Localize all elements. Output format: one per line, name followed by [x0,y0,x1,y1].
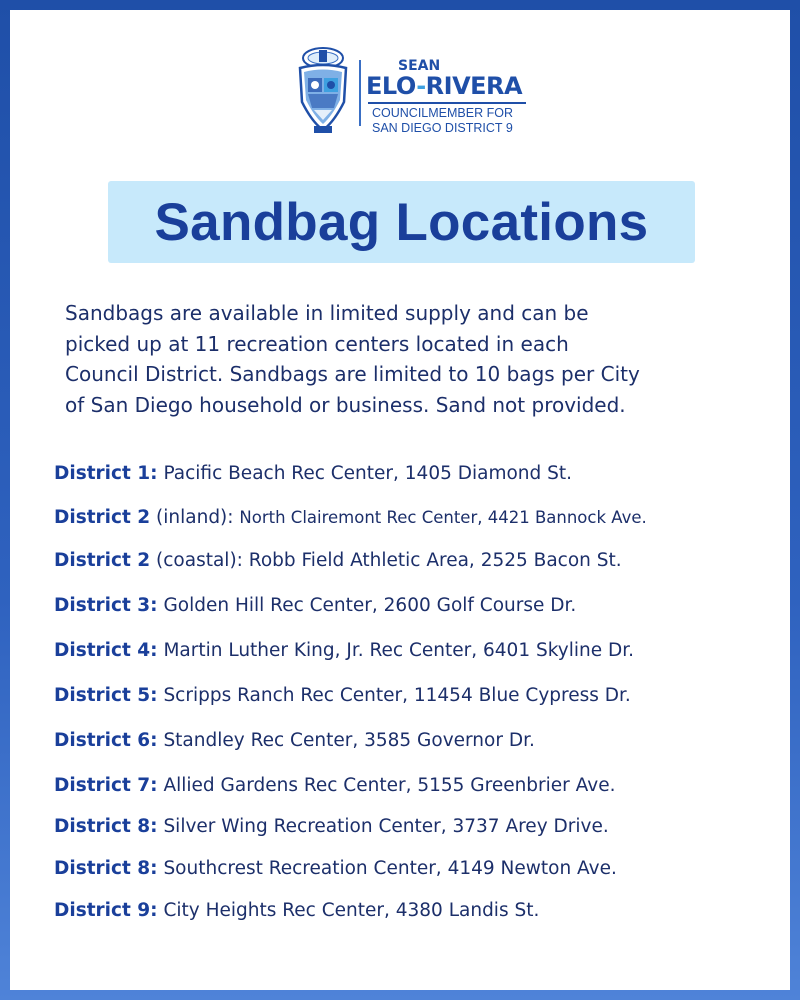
councilmember-last-name [366,72,522,100]
flyer-card [10,10,790,990]
location-item [54,507,784,528]
name-underline [368,102,526,104]
district-note: (coastal): [156,550,243,571]
location-item [54,858,784,879]
location-item [54,900,784,921]
councilmember-header [294,44,534,136]
location-site: Silver Wing Recreation Center, 3737 Arey Drive. [163,816,609,837]
district-label: District 2 [54,550,151,571]
councilmember-title [372,106,513,136]
district-label: District 9: [54,900,158,921]
intro-line-1: Sandbags are available in limited supply and can be [65,301,589,325]
district-label: District 8: [54,816,158,837]
district-label: District 1: [54,463,158,484]
location-item [54,816,784,837]
location-site: Allied Gardens Rec Center, 5155 Greenbrier Ave. [163,775,616,796]
district-label: District 4: [54,640,158,661]
district-label: District 5: [54,685,158,706]
title-line-2: SAN DIEGO DISTRICT 9 [372,121,513,135]
district-label: District 2 [54,507,151,528]
location-site: Scripps Ranch Rec Center, 11454 Blue Cypress Dr. [163,685,631,706]
title-line-1: COUNCILMEMBER FOR [372,106,513,120]
page-title: Sandbag Locations [154,192,649,252]
location-site: Southcrest Recreation Center, 4149 Newton Ave. [163,858,617,879]
last-name-part-1: ELO [366,72,417,100]
last-name-part-2: RIVERA [425,72,523,100]
councilmember-first-name: SEAN [398,58,441,74]
district-note: (inland): [156,507,234,528]
location-item [54,640,784,661]
city-seal-icon [294,44,352,136]
location-item [54,463,784,484]
location-item [54,685,784,706]
district-label: District 3: [54,595,158,616]
location-site: Robb Field Athletic Area, 2525 Bacon St. [248,550,622,571]
location-site: Pacific Beach Rec Center, 1405 Diamond St. [163,463,573,484]
location-item [54,595,784,616]
location-site: Standley Rec Center, 3585 Governor Dr. [163,730,535,751]
header-divider [359,60,361,126]
location-item [54,550,784,571]
district-label: District 6: [54,730,158,751]
location-site: Martin Luther King, Jr. Rec Center, 6401 Skyline Dr. [163,640,635,661]
location-site: North Clairemont Rec Center, 4421 Bannock Ave. [239,508,647,527]
intro-line-3: Council District. Sandbags are limited to 10 bags per City [65,362,640,386]
page-title-box [108,181,695,263]
location-item [54,730,784,751]
last-name-dash: - [416,72,426,100]
district-label: District 8: [54,858,158,879]
intro-line-2: picked up at 11 recreation centers located in each [65,331,569,356]
district-label: District 7: [54,775,158,796]
intro-line-4: of San Diego household or business. Sand not provided. [65,392,626,417]
location-site: Golden Hill Rec Center, 2600 Golf Course Dr. [163,595,577,616]
intro-paragraph [65,298,745,420]
location-site: City Heights Rec Center, 4380 Landis St. [163,900,540,921]
location-item [54,775,784,796]
